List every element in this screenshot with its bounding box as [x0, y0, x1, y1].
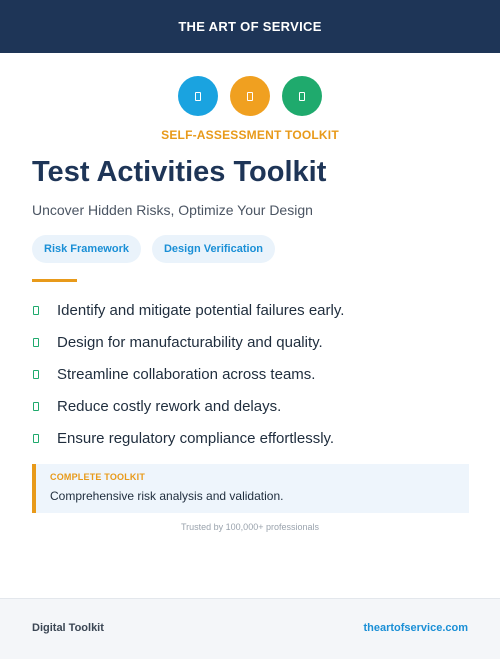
page-subtitle: Uncover Hidden Risks, Optimize Your Design	[32, 202, 313, 218]
list-item	[32, 390, 472, 422]
check-icon	[33, 338, 39, 347]
callout-box	[32, 464, 469, 513]
callout-label: COMPLETE TOOLKIT	[50, 472, 146, 482]
benefit-text: Ensure regulatory compliance effortlessly.	[57, 429, 335, 447]
footer-bar	[0, 598, 500, 659]
benefit-text: Identify and mitigate potential failures early.	[57, 301, 345, 319]
header-bar	[0, 0, 500, 53]
document-icon	[247, 92, 253, 101]
benefit-text: Design for manufacturability and quality.	[57, 333, 323, 351]
callout-text: Comprehensive risk analysis and validation.	[50, 489, 284, 503]
list-item	[32, 358, 472, 390]
page-title: Test Activities Toolkit	[32, 156, 327, 188]
orange-circle-icon	[230, 76, 270, 116]
footer-label: Digital Toolkit	[32, 622, 104, 634]
kicker-label: SELF-ASSESSMENT TOOLKIT	[161, 128, 339, 142]
icon-row	[0, 76, 500, 116]
document-icon	[299, 92, 305, 101]
trust-note: Trusted by 100,000+ professionals	[180, 522, 319, 532]
benefit-text: Streamline collaboration across teams.	[57, 365, 316, 383]
benefit-list	[32, 294, 472, 454]
check-icon	[33, 306, 39, 315]
website-link[interactable]: theartofservice.com	[363, 622, 468, 634]
check-icon	[33, 434, 39, 443]
benefit-text: Reduce costly rework and delays.	[57, 397, 282, 415]
accent-divider	[32, 279, 77, 282]
brand-title: THE ART OF SERVICE	[178, 19, 322, 34]
tag-risk-framework: Risk Framework	[32, 235, 141, 263]
list-item	[32, 422, 472, 454]
tag-list	[32, 235, 275, 263]
document-icon	[195, 92, 201, 101]
green-circle-icon	[282, 76, 322, 116]
check-icon	[33, 402, 39, 411]
list-item	[32, 294, 472, 326]
list-item	[32, 326, 472, 358]
blue-circle-icon	[178, 76, 218, 116]
check-icon	[33, 370, 39, 379]
tag-design-verification: Design Verification	[152, 235, 275, 263]
